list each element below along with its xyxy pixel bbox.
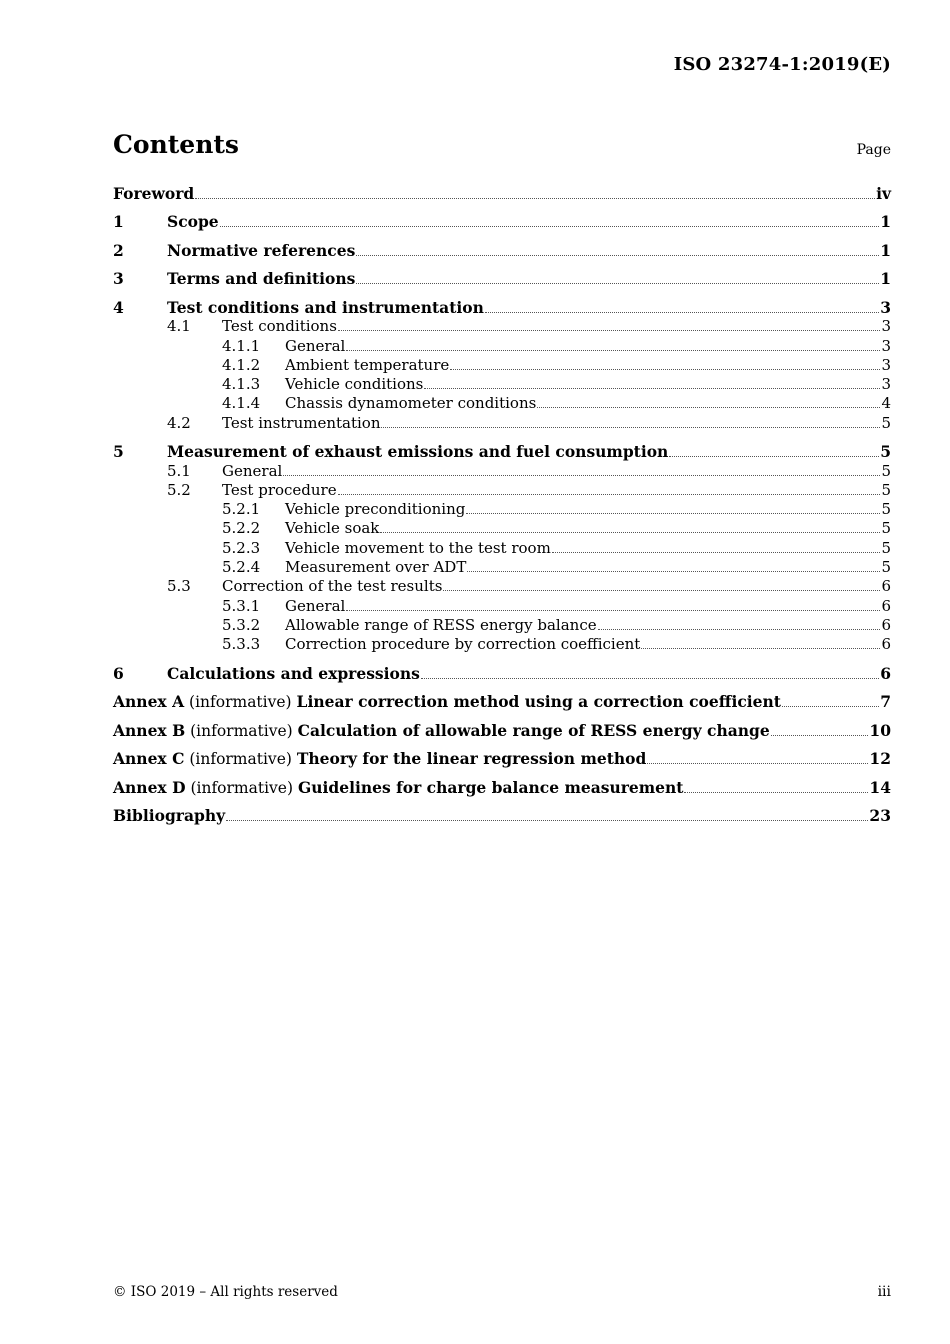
annex-type: (informative) [189,693,292,712]
toc-page: 23 [869,806,891,826]
toc-title: Test instrumentation [222,413,381,432]
dot-leader [552,539,881,553]
toc-title [113,692,781,712]
toc-number: 4.2 [167,413,191,432]
annex-type: (informative) [190,778,294,797]
toc-entry-1[interactable] [113,212,891,231]
toc-title: Test procedure [222,480,337,499]
toc-number: 5.2.3 [222,538,261,557]
toc-title: General [285,596,346,615]
toc-title: Test conditions [222,317,337,336]
toc-entry-4-1-1[interactable] [113,337,891,356]
toc-page: 3 [881,317,891,336]
toc-entry-5-3-2[interactable] [113,616,891,635]
dot-leader [684,779,868,793]
toc-title: Test conditions and instrumentation [167,297,484,317]
toc-title: Vehicle conditions [285,375,424,394]
dot-leader [356,270,879,284]
toc-entry-3[interactable] [113,269,891,288]
toc-number: 5.1 [167,461,191,480]
toc-entry-annex-d[interactable] [113,778,891,797]
toc-number: 4 [113,297,124,317]
toc-page: 3 [881,375,891,394]
toc-entry-2[interactable] [113,241,891,260]
toc-title: Scope [167,212,219,232]
toc-page: 5 [881,480,891,499]
dot-leader [346,337,880,351]
toc-page: 1 [880,269,891,289]
toc-page: 7 [880,692,891,712]
toc-entry-annex-c[interactable] [113,749,891,768]
toc-page: 5 [881,461,891,480]
toc-entry-5-2-2[interactable] [113,519,891,538]
toc-entry-5-1[interactable] [113,462,891,481]
dot-leader [338,481,881,495]
dot-leader [537,394,880,408]
toc-entry-annex-a[interactable] [113,692,891,711]
dot-leader [450,356,880,370]
dot-leader [647,750,868,764]
annex-label: Annex C [113,749,185,769]
dot-leader [466,500,880,514]
toc-page: 5 [881,519,891,538]
toc-title: Vehicle soak [285,519,380,538]
toc-page: 5 [880,442,891,462]
dot-leader [380,519,880,533]
toc-entry-4-1-4[interactable] [113,394,891,413]
toc-entry-5-2-3[interactable] [113,539,891,558]
toc-title [113,721,770,741]
dot-leader [381,414,880,428]
toc-title: Foreword [113,184,195,203]
dot-leader [771,722,869,736]
toc-number: 5.3.1 [222,596,261,615]
toc-title: General [222,461,283,480]
toc-page: 4 [881,394,891,413]
toc-page: 12 [869,749,891,769]
toc-page: 6 [881,635,891,654]
toc-number: 3 [113,269,124,289]
dot-leader [338,317,881,331]
annex-title: Calculation of allowable range of RESS energy change [297,720,770,740]
toc-number: 5.2.4 [222,557,261,576]
toc-page: 3 [881,355,891,374]
toc-entry-4-1-3[interactable] [113,375,891,394]
toc-title: Correction of the test results [222,577,443,596]
toc-entry-6[interactable] [113,664,891,683]
toc-page: 5 [881,557,891,576]
toc-page: 1 [880,212,891,232]
toc-number: 1 [113,212,124,232]
copyright-notice: © ISO 2019 – All rights reserved [113,1284,338,1300]
toc-page: 5 [881,538,891,557]
toc-entry-foreword[interactable] [113,184,891,203]
dot-leader [485,299,879,313]
toc-number: 5.2 [167,480,191,499]
dot-leader [283,462,880,476]
dot-leader [226,807,868,821]
toc-entry-4-1[interactable] [113,317,891,336]
annex-title: Guidelines for charge balance measurement [297,777,684,797]
toc-entry-5-3-3[interactable] [113,635,891,654]
annex-label: Annex A [113,692,185,712]
toc-page: 5 [881,413,891,432]
toc-title [113,778,683,798]
toc-page: 6 [881,577,891,596]
dot-leader [467,558,880,572]
toc-number: 5.3.3 [222,635,261,654]
dot-leader [424,375,880,389]
toc-entry-bibliography[interactable] [113,806,891,825]
toc-page: 3 [880,297,891,317]
page-column-label: Page [856,142,891,158]
dot-leader [641,635,880,649]
toc-page: 10 [869,720,891,740]
toc-title: Ambient temperature [285,355,450,374]
table-of-contents [113,184,891,825]
toc-title: Terms and definitions [167,269,356,289]
contents-heading: Contents [113,130,240,159]
toc-entry-annex-b[interactable] [113,721,891,740]
annex-type: (informative) [189,750,292,769]
toc-title: Vehicle preconditioning [285,500,466,519]
dot-leader [195,185,875,199]
annex-label: Annex D [113,777,186,797]
toc-number: 5.2.1 [222,500,261,519]
toc-number: 4.1.4 [222,394,261,413]
toc-number: 2 [113,240,124,260]
toc-title: Calculations and expressions [167,663,420,683]
toc-number: 4.1.1 [222,336,261,355]
annex-type: (informative) [190,721,293,740]
toc-page: 3 [881,336,891,355]
dot-leader [220,213,880,227]
annex-label: Annex B [113,720,186,740]
page-number: iii [877,1284,891,1300]
toc-page: 14 [869,777,891,797]
dot-leader [356,242,879,256]
toc-number: 4.1.3 [222,375,261,394]
toc-page: 6 [881,615,891,634]
toc-entry-4-1-2[interactable] [113,356,891,375]
toc-entry-5-2[interactable] [113,481,891,500]
toc-title: Vehicle movement to the test room [285,538,551,557]
dot-leader [598,616,881,630]
toc-number: 5.2.2 [222,519,261,538]
toc-page: iv [876,184,891,203]
toc-number: 5.3.2 [222,615,261,634]
document-id: ISO 23274-1:2019(E) [673,54,891,75]
toc-number: 5.3 [167,577,191,596]
toc-entry-5-3-1[interactable] [113,597,891,616]
toc-page: 6 [881,596,891,615]
dot-leader [421,665,879,679]
toc-title: Bibliography [113,806,226,826]
toc-title: Correction procedure by correction coefficient [285,635,641,654]
toc-number: 4.1.2 [222,355,261,374]
toc-page: 1 [880,240,891,260]
dot-leader [782,693,879,707]
toc-entry-5-2-1[interactable] [113,500,891,519]
toc-entry-5-2-4[interactable] [113,558,891,577]
toc-title: Measurement of exhaust emissions and fuel consumption [167,442,669,462]
toc-entry-4[interactable] [113,298,891,317]
toc-title [113,749,646,769]
toc-number: 5 [113,442,124,462]
toc-title: Normative references [167,240,356,260]
toc-number: 4.1 [167,317,191,336]
toc-entry-5-3[interactable] [113,577,891,596]
toc-number: 6 [113,663,124,683]
annex-title: Linear correction method using a correction coefficient [296,692,781,712]
toc-page: 6 [880,663,891,683]
toc-title: Allowable range of RESS energy balance [285,615,597,634]
toc-title: Chassis dynamometer conditions [285,394,537,413]
dot-leader [669,443,879,457]
toc-page: 5 [881,500,891,519]
dot-leader [346,597,880,611]
toc-entry-4-2[interactable] [113,414,891,433]
toc-title: Measurement over ADT [285,557,467,576]
dot-leader [443,577,880,591]
annex-title: Theory for the linear regression method [296,749,647,769]
toc-title: General [285,336,346,355]
toc-entry-5[interactable] [113,442,891,461]
